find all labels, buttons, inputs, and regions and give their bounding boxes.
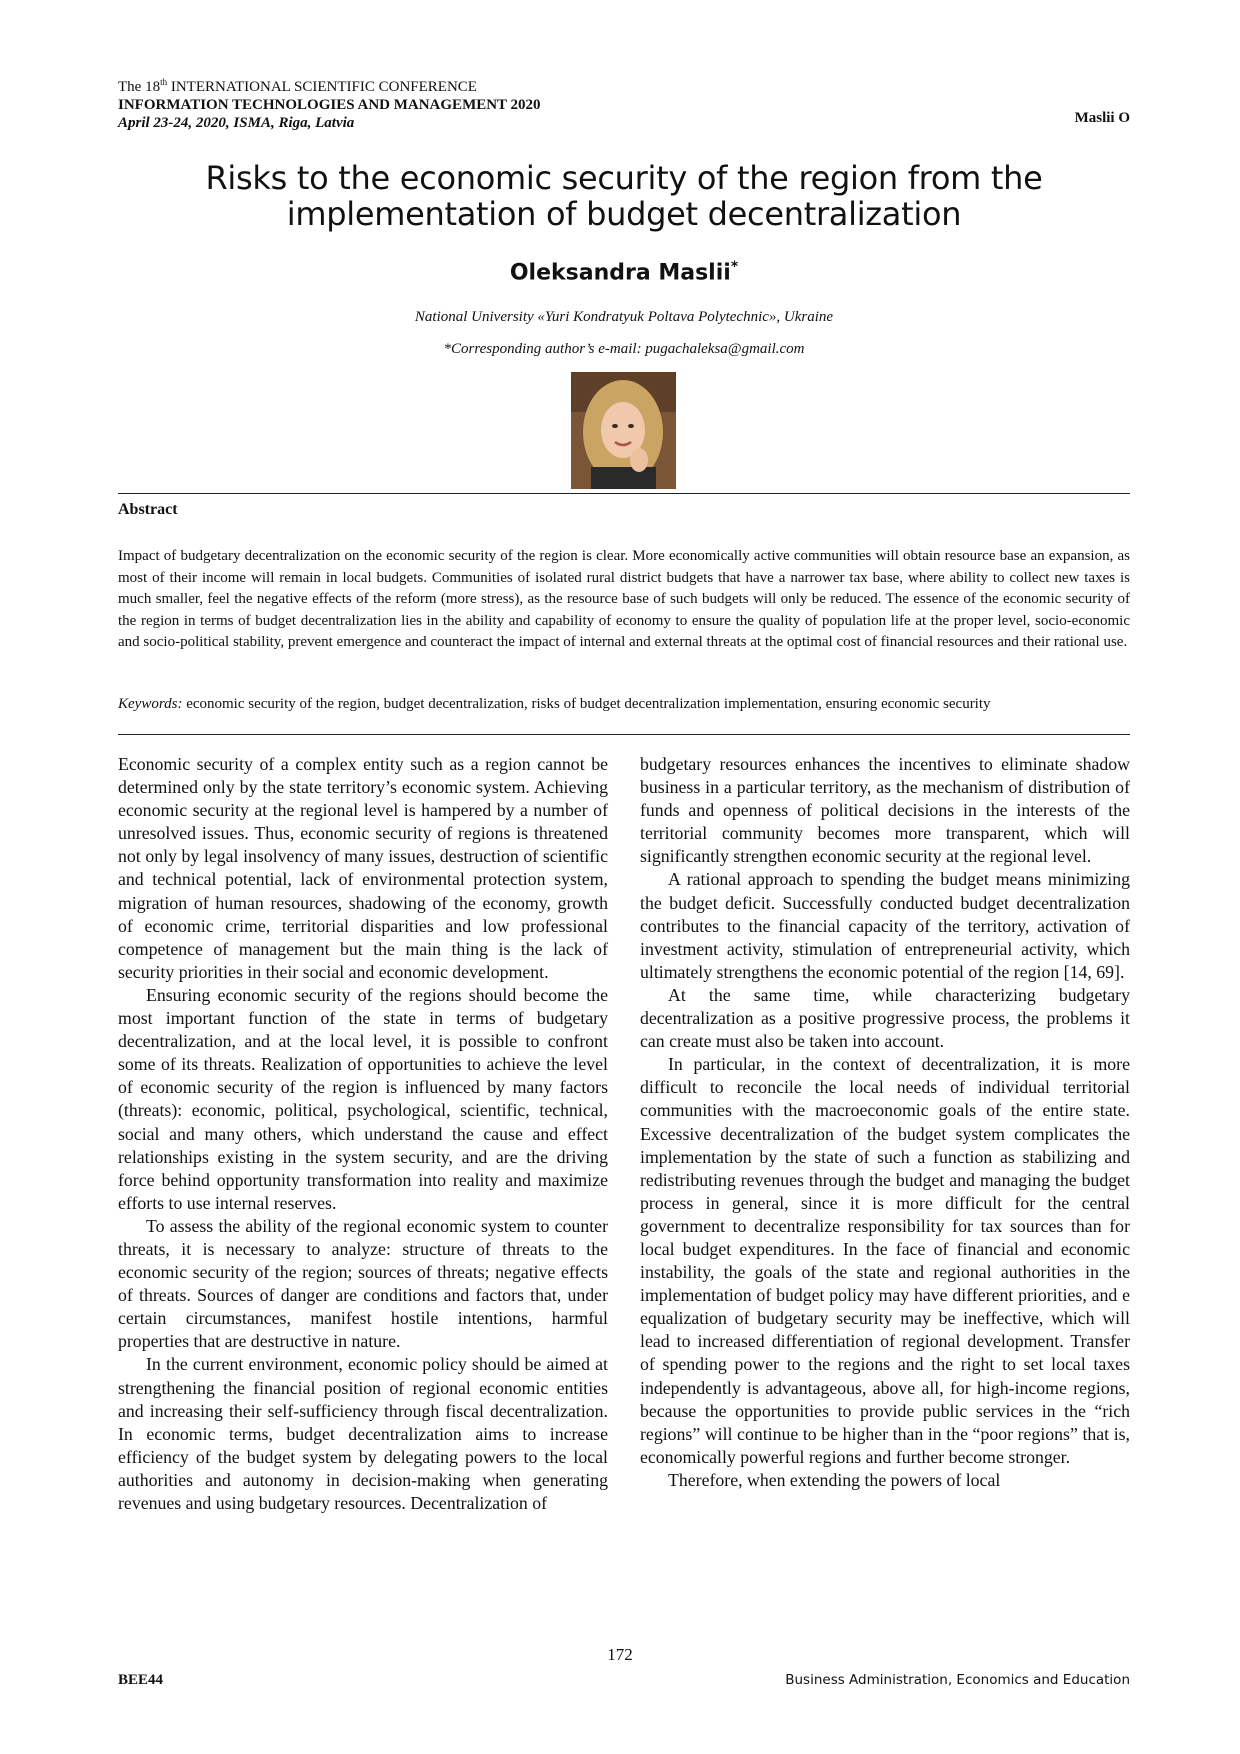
body-column-left [118, 753, 608, 1515]
footer-code: BEE44 [118, 1672, 164, 1688]
paragraph: budgetary resources enhances the incentives to eliminate shadow business in a particular territory, as the mechanism of distribution of funds and openness of political decisions in the interests of the territorial community becomes more transparent, which will significantly strengthen economic security at the regional level. [640, 754, 1130, 867]
paragraph: At the same time, while characterizing budgetary decentralization as a positive progressive process, the problems it can create must also be taken into account. [640, 984, 1130, 1052]
paragraph: In the current environment, economic policy should be aimed at strengthening the financial position of regional economic entities and increasing their self-sufficiency through fiscal decentralization. In economic terms, budget decentralization aims to increase efficiency of the budget system by delegating powers to the local authorities and autonomy in decision-making when generating revenues and using budgetary resources. Decentralization of [118, 1354, 608, 1513]
paragraph: To assess the ability of the regional economic system to counter threats, it is necessary to analyze: structure of threats to the economic security of the region; sources of threats; negative effects of threats. Sources of danger are conditions and factors that, under certain circumstances, manifest hostile intentions, harmful properties that are destructive in nature. [118, 1215, 608, 1352]
keywords: Keywords: economic security of the region, budget decentralization, risks of budget decentralization implementation, ensuring economic security [118, 696, 991, 712]
abstract-heading: Abstract [118, 501, 178, 518]
author-name: Oleksandra Maslii* [509, 259, 739, 286]
paper-title: Risks to the economic security of the region from the implementation of budget decentralization [205, 159, 1043, 233]
conference-date: April 23-24, 2020, ISMA, Riga, Latvia [118, 115, 355, 131]
corresponding-email: *Corresponding author’s e-mail: pugachaleksa@gmail.com [443, 341, 805, 357]
body-column-right [640, 753, 1130, 1492]
conference-header [118, 73, 1130, 132]
divider-top [118, 493, 1130, 494]
paragraph: Ensuring economic security of the regions should become the most important function of the state in terms of budgetary decentralization, and at the local level, it is possible to confront some of its threats. Realization of opportunities to achieve the level of economic security of the region is influenced by many factors (threats): economic, political, psychological, scientific, technical, social and many others, which understand the cause and effect relationships existing in the system security, and are the driving force behind opportunity transformation into reality and maximize efforts to use internal reserves. [118, 984, 608, 1213]
paragraph: Economic security of a complex entity such as a region cannot be determined only by the state territory’s economic system. Achieving economic security at the regional level is hampered by a number of unresolved issues. Thus, economic security of regions is threatened not only by legal insolvency of many issues, destruction of scientific and technical potential, lack of environmental protection system, migration of human resources, shadowing of the economy, growth of economic crime, territorial disparities and low professional competence of management but the main thing is the lack of security priorities in their social and economic development. [118, 754, 608, 982]
paragraph: In particular, in the context of decentralization, it is more difficult to reconcile the local needs of individual territorial communities with the macroeconomic goals of the entire state. Excessive decentralization of the budget system complicates the implementation by the state of such a function as stabilizing and redistributing revenues through the budget and managing the budget process in general, since it is more difficult for the central government to decentralize responsibility for tax sources than for local budget expenditures. In the face of financial and economic instability, the goals of the state and regional authorities in the implementation of budget policy may have different priorities, and e equalization of budgetary security may be ineffective, which will lead to increased differentiation of regional development. Transfer of spending power to the regions and the right to set local taxes independently is advantageous, above all, for high-income regions, because the opportunities to provide public services in the “rich regions” will continue to be higher than in the “poor regions” that is, economically powerful regions and further become stronger. [640, 1054, 1130, 1467]
abstract-text: Impact of budgetary decentralization on the economic security of the region is clear. More economically active communities will obtain resource base an expansion, as most of their income will remain in local budgets. Communities of isolated rural district budgets that have a narrower tax base, where ability to collect new taxes is much smaller, feel the negative effects of the reform (more stress), as the resource base of such budgets will only be reduced. The essence of the economic security of the region in terms of budget decentralization lies in the ability and capability of economy to ensure the quality of population life at the proper level, socio-economic and socio-political stability, prevent emergence and counteract the impact of internal and external threats at the optimal cost of financial resources and their rational use. [118, 548, 1130, 650]
paragraph: Therefore, when extending the powers of local [668, 1469, 1001, 1490]
running-author: Maslii O [1074, 110, 1130, 126]
paragraph: A rational approach to spending the budget means minimizing the budget deficit. Successfully conducted budget decentralization contributes to the financial capacity of the territory, activation of investment activity, stimulation of entrepreneurial activity, which ultimately strengthens the economic potential of the region [14, 69]. [640, 869, 1130, 982]
conference-line: The 18th INTERNATIONAL SCIENTIFIC CONFERENCE [118, 77, 477, 95]
divider-bottom [118, 734, 1130, 735]
affiliation: National University «Yuri Kondratyuk Poltava Polytechnic», Ukraine [414, 309, 834, 325]
conference-name: INFORMATION TECHNOLOGIES AND MANAGEMENT 2020 [118, 97, 541, 113]
page-number: 172 [607, 1645, 633, 1664]
author-photo [571, 372, 676, 489]
footer-journal: Business Administration, Economics and Education [785, 1672, 1130, 1688]
